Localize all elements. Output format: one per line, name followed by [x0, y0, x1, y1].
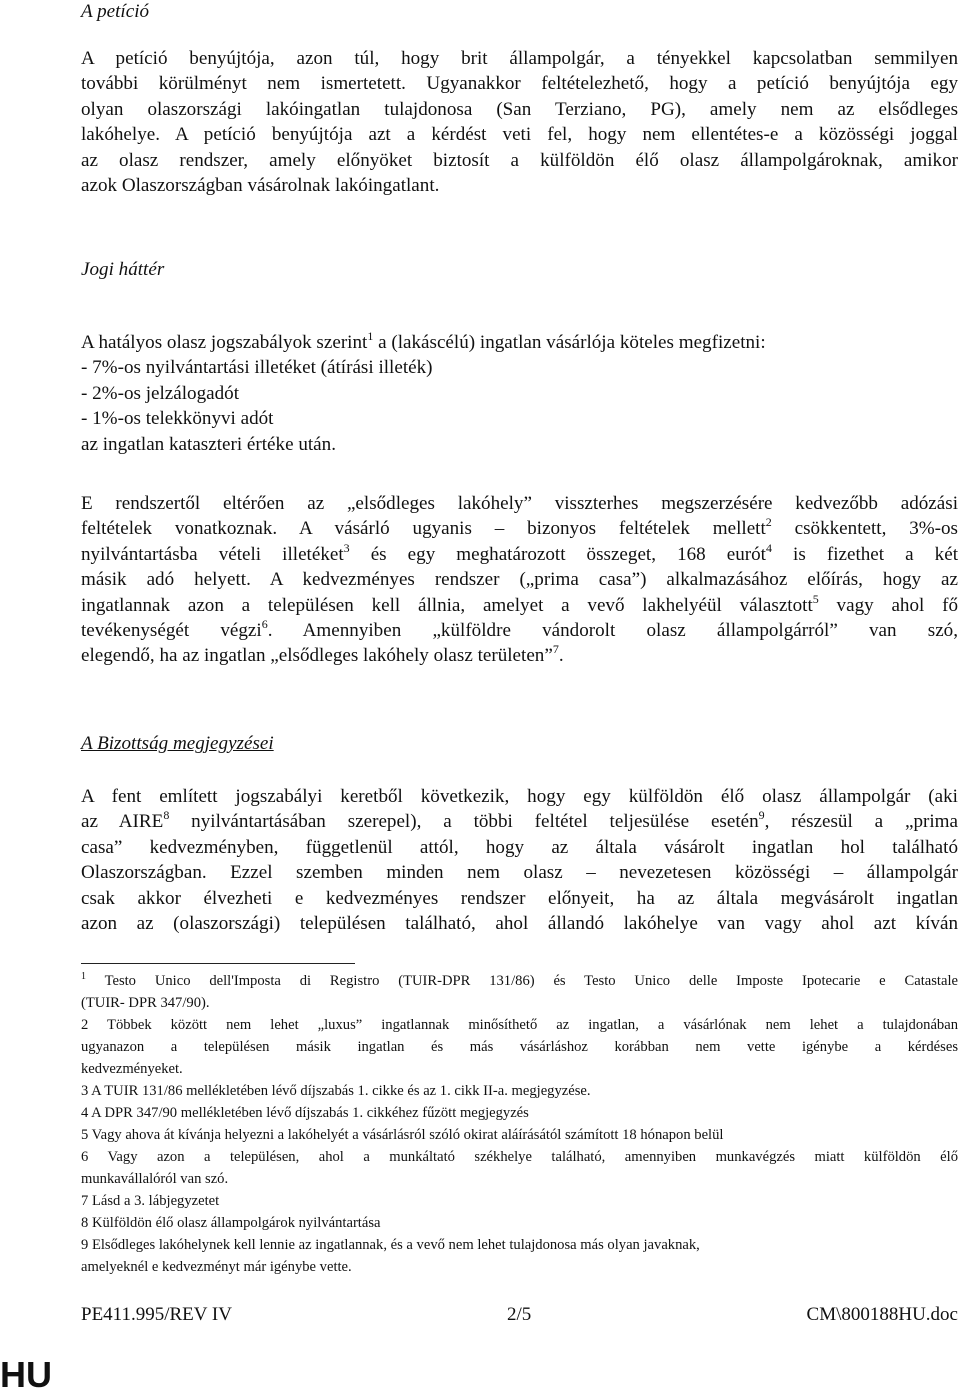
text-line: feltételek vonatkoznak. A vásárló ugyanis – bizonyos feltételek mellett$^2$ csökkentett, 3%-os: [81, 515, 958, 540]
text-line: - 2%-os jelzálogadót: [81, 382, 239, 404]
footnote-9: 9 Elsődleges lakóhelynek kell lennie az ingatlannak, és a vevő nem lehet tulajdonosa más olyan javaknak,: [81, 1237, 700, 1253]
footnote-1-cont: (TUIR- DPR 347/90).: [81, 995, 210, 1011]
text-line: nyilvántartásba vételi illetéket$^3$ és egy meghatározott összeget, 168 eurót$^4$ is fizethet a két: [81, 540, 958, 565]
footnote-2-cont: ugyanazon a településen másik ingatlan és más vásárláshoz korábban nem vette igénybe a kérdéses: [81, 1039, 958, 1055]
footnote-8: 8 Külföldön élő olasz állampolgárok nyilvántartása: [81, 1215, 381, 1231]
footnote-ref: 1: [367, 329, 374, 343]
text-line: ingatlannak azon a településen kell állnia, amelyet a vevő lakhelyéül választott$^5$ vagy ahol fő: [81, 591, 959, 616]
footnote-ref: 9: [758, 808, 765, 823]
paragraph-commission: [81, 784, 958, 936]
paragraph-legal-rules: [81, 330, 958, 457]
paragraph-primary-residence: [81, 491, 958, 669]
footnote-number: 1: [81, 971, 86, 982]
footnote-ref: 4: [766, 540, 772, 555]
footnote-ref: 8: [163, 808, 170, 823]
footnote-7: 7 Lásd a 3. lábjegyzetet: [81, 1193, 220, 1209]
footnote-2: 2 Többek között nem lehet „luxus” ingatlannak minősíthető az ingatlan, a vásárlónak nem lehet a tulajdonában: [81, 1017, 958, 1033]
text-line: azon az (olaszországi) településen található, ahol állandó lakóhelye van vagy ahol azt kíván: [81, 913, 958, 935]
footnote-6: 6 Vagy azon a településen, ahol a munkáltató székhelye található, amennyiben munkavégzés miatt külföldön élő: [81, 1149, 958, 1165]
paragraph-petition: [81, 46, 958, 198]
footnote-5: 5 Vagy ahova át kívánja helyezni a lakóhelyét a vásárlásról szóló okirat aláírásától számított 18 hónapon belül: [81, 1127, 724, 1143]
text-line: - 7%-os nyilvántartási illetéket (átírási illeték): [81, 357, 433, 379]
file-name: CM\800188HU.doc: [806, 1304, 958, 1325]
footnote-separator: [81, 963, 355, 964]
text-line: casa” kedvezményben, függetlenül attól, hogy az általa vásárolt ingatlan hol található: [81, 836, 958, 858]
heading-legal-background: Jogi háttér: [81, 259, 165, 280]
footnote-9-cont: amelyeknél e kedvezményt már igénybe vette.: [81, 1259, 352, 1275]
footnote-ref: 7: [552, 642, 559, 657]
footnote-4: 4 A DPR 347/90 mellékletében lévő díjszabás 1. cikkéhez fűzött megjegyzés: [81, 1105, 529, 1121]
text-line: csak akkor élvezheti e kedvezményes rendszer előnyeit, ha az általa megvásárolt ingatlan: [81, 887, 958, 909]
text-line: az olasz rendszer, amely előnyöket biztosít a külföldön élő olasz állampolgároknak, amikor: [81, 149, 958, 171]
text-line: E rendszertől eltérően az „elsődleges lakóhely” visszterhes megszerzésére kedvezőbb adózási: [81, 493, 958, 514]
text-line: tevékenységét végzi$^6$. Amennyiben „külföldre vándorolt olasz állampolgárról” van szó,: [81, 617, 958, 642]
text-line: azok Olaszországban vásárolnak lakóingatlant.: [81, 175, 440, 197]
language-tag: HU: [0, 1354, 52, 1395]
heading-commission-remarks: A Bizottság megjegyzései: [81, 733, 274, 754]
footnote-6-cont: munkavállalóról van szó.: [81, 1171, 229, 1187]
document-reference: PE411.995/REV IV: [81, 1304, 232, 1325]
footnote-2-cont: kedvezményeket.: [81, 1061, 183, 1077]
footnote-ref: 6: [261, 617, 268, 632]
text-line: az AIRE$^8$ nyilvántartásában szerepel), a többi feltétel teljesülése esetén$^9$, részesül a „prima: [81, 808, 958, 833]
footnotes: [81, 970, 958, 1278]
heading-petition: A petíció: [81, 1, 150, 22]
footnote-1: $^1$ Testo Unico dell'Imposta di Registro (TUIR-DPR 131/86) és Testo Unico delle Imposte Ipotecarie e Catastale: [81, 971, 958, 989]
text-line: olyan olaszországi lakóingatlan tulajdonosa (San Terziano, PG), amely nem az elsődleges: [81, 98, 958, 120]
text-line: Olaszországban. Ezzel szemben minden nem olasz – nevezetesen közösségi – állampolgár: [81, 862, 958, 884]
text-line: másik adó helyett. A kedvezményes rendszer („prima casa”) alkalmazásához előírás, hogy az: [81, 569, 958, 591]
text-line: A hatályos olasz jogszabályok szerint$^1$ a (lakáscélú) ingatlan vásárlója köteles megfizetni:: [81, 329, 766, 353]
text-line: A petíció benyújtója, azon túl, hogy brit állampolgár, a tényekkel kapcsolatban semmilyen: [81, 48, 958, 69]
footnote-ref: 3: [343, 540, 350, 555]
page-footer: [81, 1304, 958, 1328]
text-line: A fent említett jogszabályi keretből következik, hogy egy külföldön élő olasz állampolgár (aki: [81, 786, 958, 807]
text-line: lakóhelye. A petíció benyújtója azt a kérdést veti fel, hogy nem ellentétes-e a közösségi joggal: [81, 124, 958, 146]
text-line: - 1%-os telekkönyvi adót: [81, 408, 274, 430]
footnote-ref: 5: [812, 591, 819, 606]
footnote-3: 3 A TUIR 131/86 mellékletében lévő díjszabás 1. cikke és az 1. cikk II-a. megjegyzése.: [81, 1083, 591, 1099]
text-line: az ingatlan kataszteri értéke után.: [81, 433, 336, 455]
text-line: további körülményt nem ismertetett. Ugyanakkor feltételezhető, hogy a petíció benyújtója egy: [81, 73, 958, 95]
text-line: elegendő, ha az ingatlan „elsődleges lakóhely olasz területen”$^7$.: [81, 642, 564, 667]
page-number: 2/5: [507, 1304, 532, 1325]
footnote-ref: 2: [765, 515, 772, 530]
